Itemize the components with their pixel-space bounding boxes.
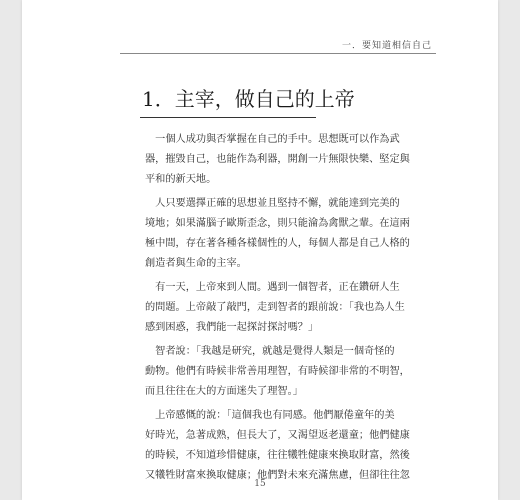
paragraph bbox=[145, 406, 410, 486]
paragraph bbox=[145, 278, 407, 338]
text-line: 器，摧毀自己，也能作為利器，開創一片無限快樂、堅定與 bbox=[145, 154, 410, 165]
text-line: 平和的新天地。 bbox=[145, 174, 217, 185]
text-line: 感到困惑，我們能一起探討探討嗎？」 bbox=[145, 322, 319, 333]
text-line: 極中間，存在著各種各樣個性的人，每個人都是自己人格的 bbox=[145, 238, 410, 249]
text-line: 上帝感慨的說：「這個我也有同感。他們厭倦童年的美 bbox=[145, 410, 395, 421]
book-page bbox=[22, 0, 498, 500]
text-line: 一個人成功與否掌握在自己的手中。思想既可以作為武 bbox=[145, 134, 400, 145]
running-header: 一．要知道相信自己 bbox=[341, 41, 432, 51]
text-line: 好時光，急著成熟，但長大了，又渴望返老還童；他們健康 bbox=[145, 430, 410, 441]
text-line: 動物。他們有時候非常善用理智，有時候卻非常的不明智， bbox=[145, 366, 410, 377]
body-text bbox=[145, 130, 410, 490]
text-line: 的問題。上帝敲了敲門，走到智者的跟前說：「我也為人生 bbox=[145, 302, 405, 313]
text-line: 有一天，上帝來到人間。遇到一個智者，正在鑽研人生 bbox=[145, 282, 400, 293]
text-line: 的時候，不知道珍惜健康，往往犧牲健康來換取財富，然後 bbox=[145, 450, 410, 461]
chapter-title: 1．主宰，做自己的上帝 bbox=[142, 87, 355, 111]
paragraph bbox=[145, 194, 410, 274]
paragraph bbox=[145, 130, 410, 190]
text-line: 智者說：「我越是研究，就越是覺得人類是一個奇怪的 bbox=[145, 346, 395, 357]
header-rule bbox=[120, 53, 436, 54]
paragraph bbox=[145, 342, 410, 402]
text-line: 境地；如果滿腦子歐斯歪念，則只能淪為禽獸之輩。在這兩 bbox=[145, 218, 410, 229]
page-number: 15 bbox=[254, 479, 266, 489]
text-line: 創造者與生命的主宰。 bbox=[145, 258, 247, 269]
text-line: 又犧牲財富來換取健康；他們對未來充滿焦慮，但卻往往忽 bbox=[145, 470, 410, 481]
text-line: 而且往往在大的方面迷失了理智。」 bbox=[145, 386, 303, 397]
title-underline bbox=[140, 117, 316, 118]
text-line: 人只要選擇正確的思想並且堅持不懈，就能達到完美的 bbox=[145, 198, 400, 209]
